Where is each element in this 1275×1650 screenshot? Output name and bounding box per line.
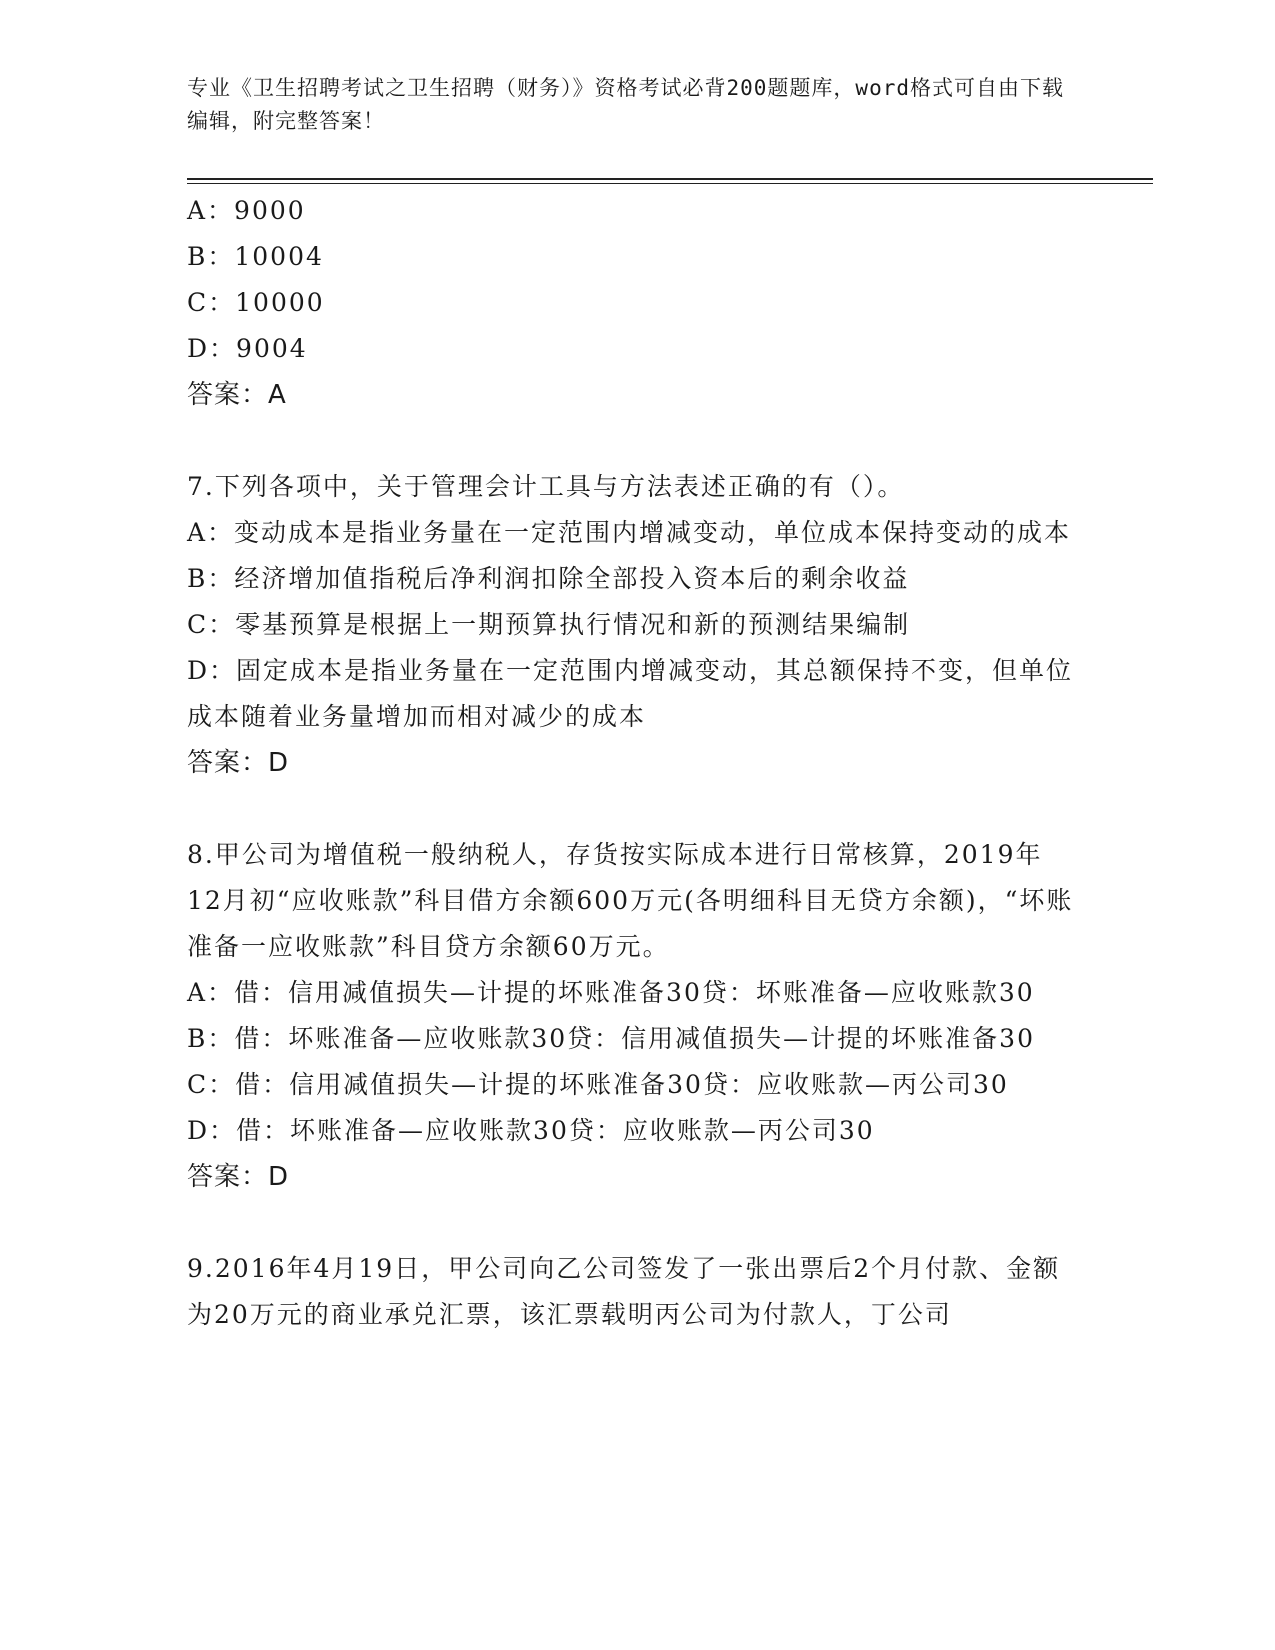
- option-a: A：变动成本是指业务量在一定范围内增减变动，单位成本保持变动的成本: [187, 518, 1072, 547]
- header-divider-thick: [187, 178, 1153, 180]
- option-b: B：经济增加值指税后净利润扣除全部投入资本后的剩余收益: [187, 564, 910, 593]
- option-a: A：借：信用减值损失—计提的坏账准备30贷：坏账准备—应收账款30: [187, 978, 1035, 1007]
- document-header: 专业《卫生招聘考试之卫生招聘（财务）》资格考试必背200题题库，word格式可自由下载编辑，附完整答案！: [187, 76, 1064, 133]
- option-d: D：借：坏账准备—应收账款30贷：应收账款—丙公司30: [187, 1116, 875, 1145]
- answer: 答案：A: [187, 380, 287, 410]
- option-c: C：10000: [187, 288, 325, 317]
- question-text: 8.甲公司为增值税一般纳税人，存货按实际成本进行日常核算，2019年12月初“应收账款”科目借方余额600万元(各明细科目无贷方余额)，“坏账准备一应收账款”科目贷方余额60万元。: [187, 840, 1074, 961]
- option-d: D：固定成本是指业务量在一定范围内增减变动，其总额保持不变，但单位成本随着业务量增加而相对减少的成本: [187, 656, 1074, 731]
- question-block: [187, 188, 1077, 418]
- question-block: [187, 1246, 1077, 1338]
- question-text: 9.2016年4月19日，甲公司向乙公司签发了一张出票后2个月付款、金额为20万元的商业承兑汇票，该汇票载明丙公司为付款人，丁公司: [187, 1254, 1061, 1329]
- header-divider-thin: [187, 183, 1153, 184]
- option-a: A：9000: [187, 196, 306, 225]
- spacer: [187, 786, 1077, 832]
- spacer: [187, 1200, 1077, 1246]
- spacer: [187, 418, 1077, 464]
- document-body: [187, 188, 1077, 1338]
- option-d: D：9004: [187, 334, 308, 363]
- question-block: [187, 464, 1077, 786]
- question-text: 7.下列各项中，关于管理会计工具与方法表述正确的有（）。: [187, 472, 905, 501]
- option-b: B：10004: [187, 242, 324, 271]
- option-c: C：借：信用减值损失—计提的坏账准备30贷：应收账款—丙公司30: [187, 1070, 1009, 1099]
- option-c: C：零基预算是根据上一期预算执行情况和新的预测结果编制: [187, 610, 911, 639]
- question-block: [187, 832, 1077, 1200]
- option-b: B：借：坏账准备—应收账款30贷：信用减值损失—计提的坏账准备30: [187, 1024, 1035, 1053]
- answer: 答案：D: [187, 748, 290, 778]
- answer: 答案：D: [187, 1162, 290, 1192]
